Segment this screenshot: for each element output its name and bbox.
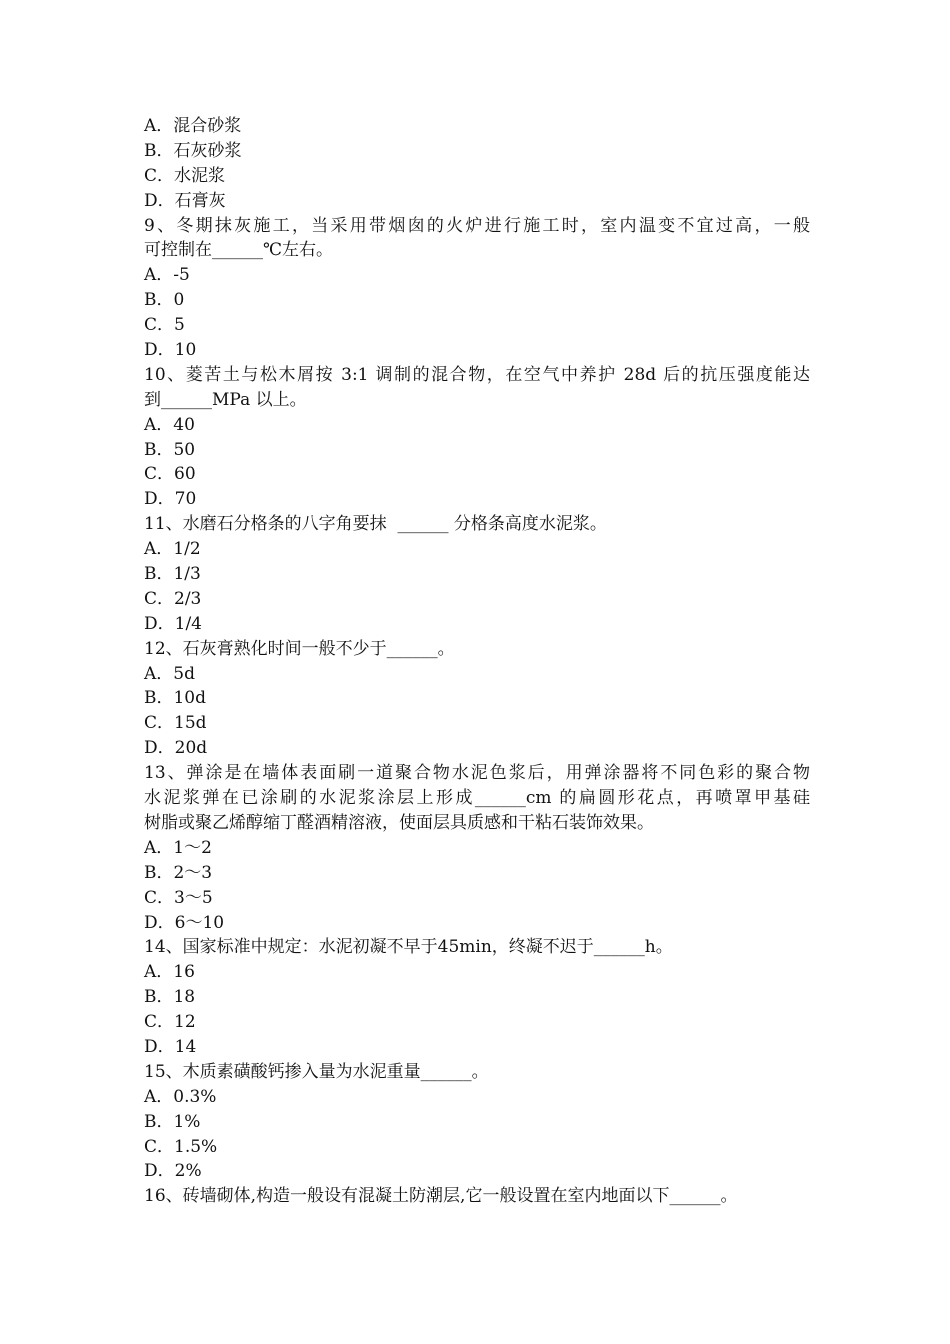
question-text: 11、水磨石分格条的八字角要抹 ______ 分格条高度水泥浆。	[144, 514, 607, 535]
answer-option: B．10d	[144, 688, 207, 709]
answer-option: A．40	[144, 414, 195, 435]
answer-option: C．60	[144, 464, 196, 485]
answer-option: B．石灰砂浆	[144, 140, 242, 161]
answer-option: D．10	[144, 340, 197, 361]
answer-option: C．3～5	[144, 887, 213, 908]
question-text: 到______MPa 以上。	[144, 389, 307, 410]
answer-option: D．6～10	[144, 912, 225, 933]
document-body	[144, 114, 810, 1209]
question-text: 10、菱苦土与松木屑按 3:1 调制的混合物，在空气中养护 28d 后的抗压强度能达	[144, 364, 810, 385]
answer-option: B．1%	[144, 1111, 201, 1132]
answer-option: C．1.5%	[144, 1136, 218, 1157]
answer-option: D．2%	[144, 1161, 202, 1182]
question-text: 12、石灰膏熟化时间一般不少于______。	[144, 638, 455, 659]
answer-option: D．石膏灰	[144, 190, 226, 211]
answer-option: C．2/3	[144, 588, 202, 609]
question-text: 可控制在______℃左右。	[144, 240, 334, 261]
answer-option: C．15d	[144, 713, 207, 734]
answer-option: D．14	[144, 1036, 197, 1057]
answer-option: A．1/2	[144, 539, 201, 560]
question-text: 14、国家标准中规定：水泥初凝不早于45min，终凝不迟于______h。	[144, 937, 673, 958]
answer-option: B．50	[144, 439, 196, 460]
question-text: 树脂或聚乙烯醇缩丁醛酒精溶液，使面层具质感和干粘石装饰效果。	[144, 812, 654, 833]
answer-option: D．1/4	[144, 613, 202, 634]
question-text: 16、砖墙砌体,构造一般设有混凝土防潮层,它一般设置在室内地面以下______。	[144, 1186, 738, 1207]
answer-option: B．2～3	[144, 862, 213, 883]
answer-option: C．12	[144, 1012, 196, 1033]
answer-option: A．16	[144, 962, 195, 983]
answer-option: A．混合砂浆	[144, 116, 242, 136]
answer-option: B．0	[144, 290, 185, 311]
answer-option: A．-5	[144, 265, 190, 286]
question-text: 水泥浆弹在已涂刷的水泥浆涂层上形成______cm 的扁圆形花点，再喷罩甲基硅	[144, 788, 810, 809]
question-text: 13、弹涂是在墙体表面刷一道聚合物水泥色浆后，用弹涂器将不同色彩的聚合物	[144, 763, 810, 784]
answer-option: C．水泥浆	[144, 165, 226, 186]
answer-option: C．5	[144, 315, 185, 336]
answer-option: B．18	[144, 987, 196, 1008]
answer-option: A．5d	[144, 663, 195, 684]
answer-option: D．70	[144, 489, 197, 510]
question-text: 9、冬期抹灰施工，当采用带烟囱的火炉进行施工时，室内温变不宜过高，一般	[144, 215, 810, 236]
answer-option: D．20d	[144, 738, 208, 759]
answer-option: B．1/3	[144, 564, 201, 585]
answer-option: A．0.3%	[144, 1086, 217, 1107]
question-text: 15、木质素磺酸钙掺入量为水泥重量______。	[144, 1061, 489, 1082]
answer-option: A．1～2	[144, 837, 212, 858]
